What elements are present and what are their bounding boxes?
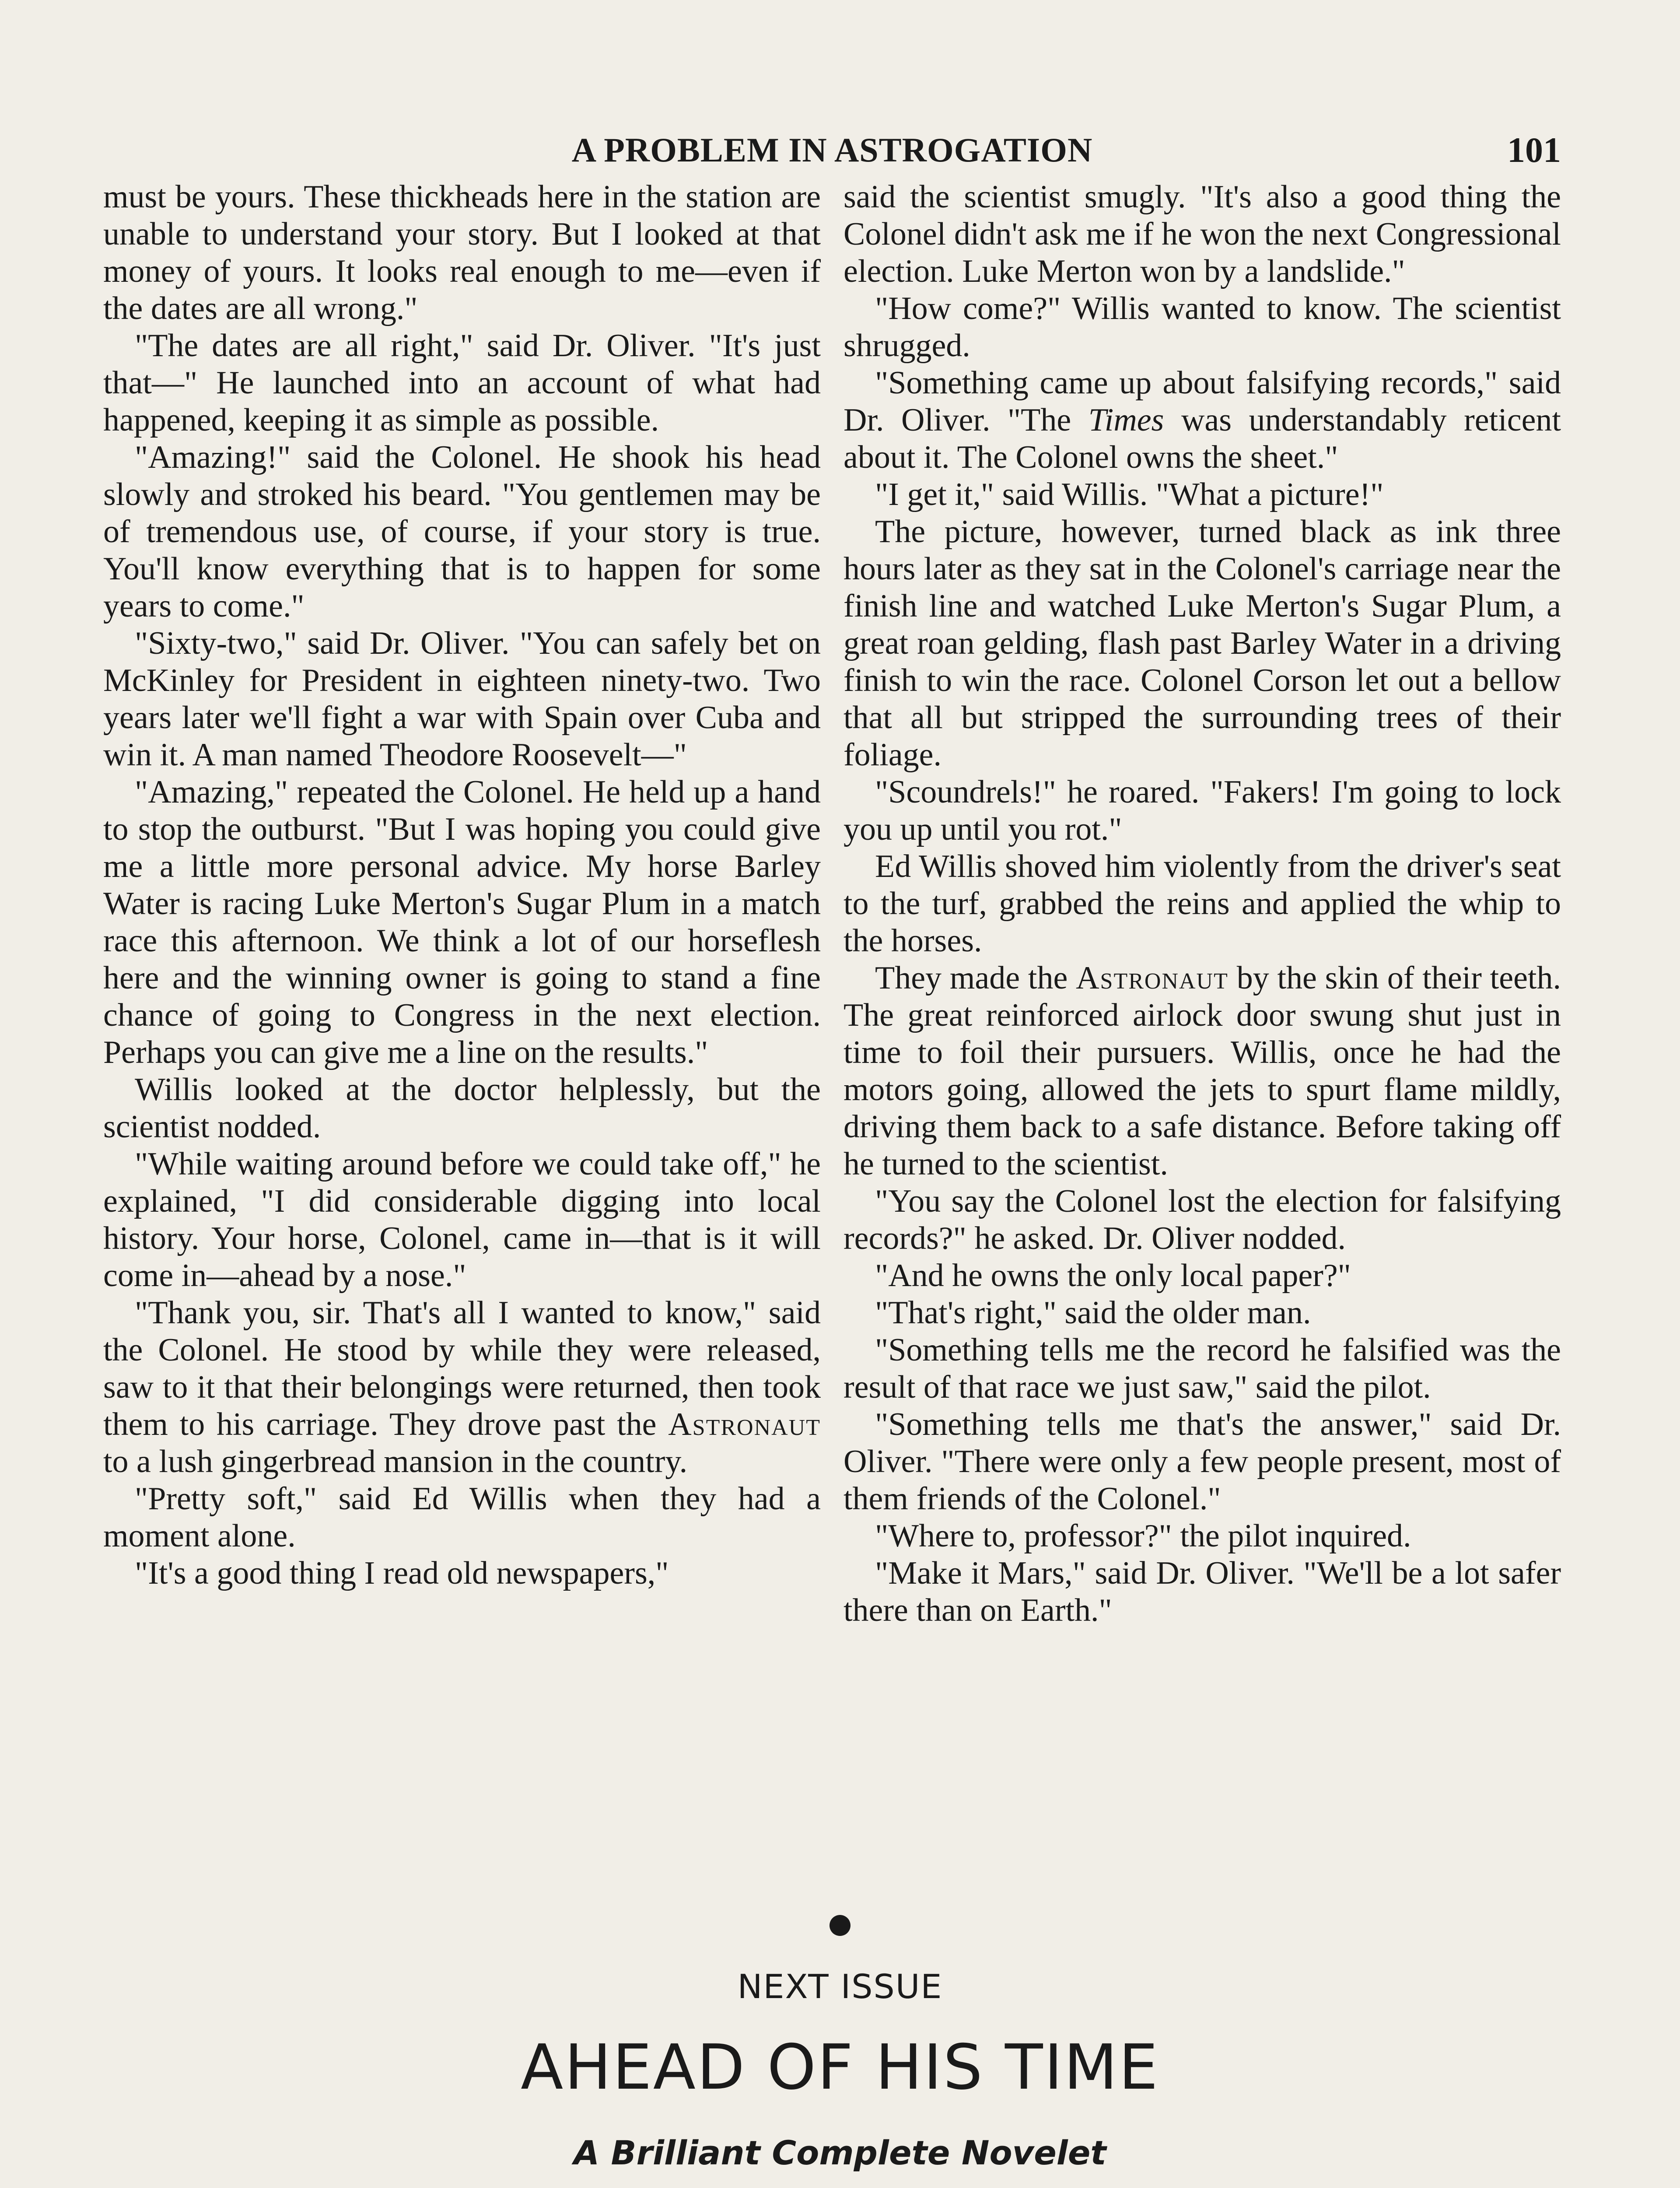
paragraph-text: to a lush gingerbread mansion in the country. bbox=[103, 1444, 688, 1480]
paragraph: Ed Willis shoved him violently from the driver's seat to the turf, grabbed the reins and applied the whip to the horses. bbox=[844, 849, 1561, 959]
paragraph: Willis looked at the doctor helplessly, but the scientist nodded. bbox=[103, 1072, 821, 1145]
paragraph: "I get it," said Willis. "What a picture!" bbox=[875, 477, 1384, 512]
paragraph bbox=[844, 960, 1561, 1183]
column-left bbox=[103, 179, 821, 1629]
paragraph-text: was understandably reticent about it. The Colonel owns the sheet." bbox=[844, 402, 1561, 475]
paragraph-text: "Thank you, sir. That's all I wanted to know," said the Colonel. He stood by while they were released, saw to it that their belongings were returned, then took them to his carriage. They drove past the bbox=[103, 1295, 821, 1442]
paragraph: "Pretty soft," said Ed Willis when they had a moment alone. bbox=[103, 1481, 821, 1554]
paragraph-text: "Something came up about falsifying records," said Dr. Oliver. "The bbox=[844, 365, 1561, 438]
paragraph: "Where to, professor?" the pilot inquired. bbox=[875, 1518, 1411, 1554]
paragraph-text: They made the bbox=[875, 960, 1076, 996]
paragraph: "The dates are all right," said Dr. Oliver. "It's just that—" He launched into an account of what had happened, keeping it as simple as possible. bbox=[103, 328, 821, 438]
paragraph: must be yours. These thickheads here in the station are unable to understand your story. But I looked at that money of yours. It looks real enough to me—even if the dates are all wrong." bbox=[103, 179, 821, 326]
paragraph: "Sixty-two," said Dr. Oliver. "You can safely bet on McKinley for President in eighteen ninety-two. Two years later we'll fight a war with Spain over Cuba and win it. A man named Theodore Roosevelt—" bbox=[103, 625, 821, 773]
paragraph bbox=[103, 1294, 821, 1480]
running-title: A PROBLEM IN ASTROGATION bbox=[571, 131, 1093, 169]
next-issue-tagline: A Brilliant Complete Novelet bbox=[574, 2133, 1106, 2172]
paragraph: The picture, however, turned black as ink three hours later as they sat in the Colonel's carriage near the finish line and watched Luke Merton's Sugar Plum, a great roan gelding, flash past Barley Water in a driving finish to win the race. Colonel Corson let out a bellow that all but stripped the surrounding trees of their foliage. bbox=[844, 514, 1561, 773]
paragraph: "That's right," said the older man. bbox=[875, 1295, 1311, 1331]
paragraph: "Scoundrels!" he roared. "Fakers! I'm going to lock you up until you rot." bbox=[844, 774, 1561, 847]
paragraph: said the scientist smugly. "It's also a good thing the Colonel didn't ask me if he won the next Congressional election. Luke Merton won by a landslide." bbox=[844, 179, 1561, 289]
paragraph-text: by the skin of their teeth. The great reinforced airlock door swung shut just in time to foil their pursuers. Willis, once he had the motors going, allowed the jets to spurt flame mildly, driving them back to a safe distance. Before taking off he turned to the scientist. bbox=[844, 960, 1561, 1182]
paragraph: "Something tells me that's the answer," said Dr. Oliver. "There were only a few people present, most of them friends of the Colonel." bbox=[844, 1406, 1561, 1517]
column-right bbox=[844, 179, 1561, 1629]
next-issue-announcement bbox=[0, 1960, 1680, 2188]
paragraph: "You say the Colonel lost the election for falsifying records?" he asked. Dr. Oliver nodded. bbox=[844, 1183, 1561, 1256]
running-head bbox=[103, 126, 1561, 174]
paragraph: "How come?" Willis wanted to know. The scientist shrugged. bbox=[844, 291, 1561, 364]
paragraph: "It's a good thing I read old newspapers," bbox=[135, 1555, 669, 1591]
next-issue-title: AHEAD OF HIS TIME bbox=[521, 2031, 1159, 2104]
paragraph: "Amazing," repeated the Colonel. He held up a hand to stop the outburst. "But I was hoping you could give me a little more personal advice. My horse Barley Water is racing Luke Merton's Sugar Plum in a match race this afternoon. We think a lot of our horseflesh here and the winning owner is going to stand a fine chance of going to Congress in the next election. Perhaps you can give me a line on the results." bbox=[103, 774, 821, 1070]
paragraph: "While waiting around before we could take off," he explained, "I did considerable digging into local history. Your horse, Colonel, came in—that is it will come in—ahead by a nose." bbox=[103, 1146, 821, 1294]
next-issue-label: NEXT ISSUE bbox=[737, 1967, 943, 2006]
section-bullet bbox=[830, 1915, 850, 1936]
ship-name: Astronaut bbox=[668, 1406, 821, 1442]
paragraph: "And he owns the only local paper?" bbox=[875, 1258, 1351, 1294]
paragraph: "Amazing!" said the Colonel. He shook his head slowly and stroked his beard. "You gentlemen may be of tremendous use, of course, if your story is true. You'll know everything that is to happen for some years to come." bbox=[103, 439, 821, 624]
paragraph: "Make it Mars," said Dr. Oliver. "We'll be a lot safer there than on Earth." bbox=[844, 1555, 1561, 1628]
page-number: 101 bbox=[1507, 130, 1561, 170]
newspaper-name: Times bbox=[1088, 402, 1164, 438]
paragraph bbox=[844, 365, 1561, 476]
story-columns bbox=[103, 179, 1561, 1629]
ship-name: Astronaut bbox=[1076, 960, 1228, 996]
paragraph: "Something tells me the record he falsified was the result of that race we just saw," said the pilot. bbox=[844, 1332, 1561, 1405]
